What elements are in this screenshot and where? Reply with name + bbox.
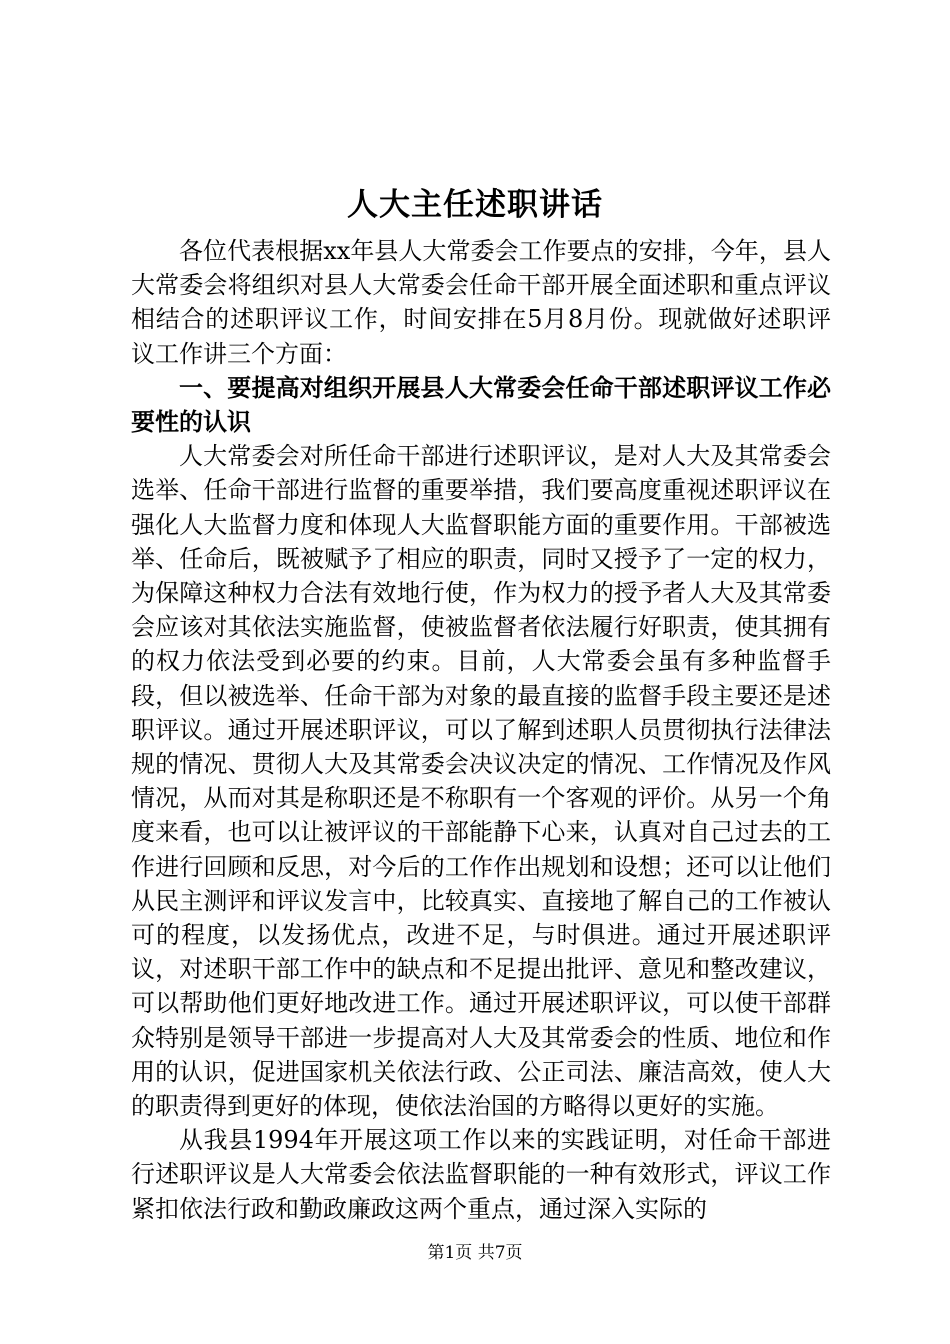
page-footer: 第1页 共7页 [427, 1243, 523, 1263]
document-body [131, 234, 831, 1226]
paragraph-intro: 各位代表根据xx年县人大常委会工作要点的安排，今年，县人大常委会将组织对县人大常委会任命干部开展全面述职和重点评议相结合的述职评议工作，时间安排在5月8月份。现就做好述职评议工作讲三个方面： [131, 237, 831, 368]
paragraph-body-1: 人大常委会对所任命干部进行述职评议，是对人大及其常委会选举、任命干部进行监督的重要举措，我们要高度重视述职评议在强化人大监督力度和体现人大监督职能方面的重要作用。干部被选举、任命后，既被赋予了相应的职责，同时又授予了一定的权力，为保障这种权力合法有效地行使，作为权力的授予者人大及其常委会应该对其依法实施监督，使被监督者依法履行好职责，使其拥有的权力依法受到必要的约束。目前，人大常委会虽有多种监督手段，但以被选举、任命干部为对象的最直接的监督手段主要还是述职评议。通过开展述职评议，可以了解到述职人员贯彻执行法律法规的情况、贯彻人大及其常委会决议决定的情况、工作情况及作风情况，从而对其是称职还是不称职有一个客观的评价。从另一个角度来看，也可以让被评议的干部能静下心来，认真对自己过去的工作进行回顾和反思，对今后的工作作出规划和设想；还可以让他们从民主测评和评议发言中，比较真实、直接地了解自己的工作被认可的程度，以发扬优点，改进不足，与时俱进。通过开展述职评议，对述职干部工作中的缺点和不足提出批评、意见和整改建议，可以帮助他们更好地改进工作。通过开展述职评议，可以使干部群众特别是领导干部进一步提高对人大及其常委会的性质、地位和作用的认识，促进国家机关依法行政、公正司法、廉洁高效，使人大的职责得到更好的体现，使依法治国的方略得以更好的实施。 [131, 442, 831, 1121]
section-heading-1: 一、要提高对组织开展县人大常委会任命干部述职评议工作必要性的认识 [131, 372, 831, 437]
paragraph-body-2: 从我县1994年开展这项工作以来的实践证明，对任命干部进行述职评议是人大常委会依法监督职能的一种有效形式，评议工作紧扣依法行政和勤政廉政这两个重点，通过深入实际的 [131, 1126, 831, 1223]
document-title: 人大主任述职讲话 [347, 187, 603, 223]
